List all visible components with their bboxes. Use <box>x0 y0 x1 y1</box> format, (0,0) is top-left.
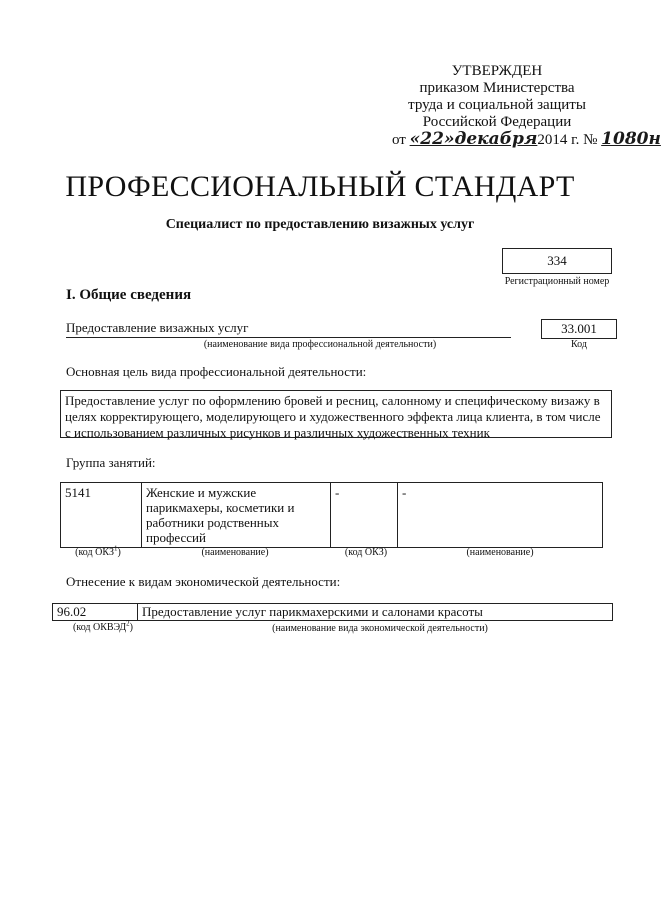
approval-number-sign: № <box>583 132 598 148</box>
occupation-name-cell: Женские и мужские парикмахеры, косметики и работники родственных профессий <box>142 483 331 548</box>
caption-okved-code: (код ОКВЭД$^2$) <box>73 619 133 633</box>
occupation-name-cell-2: - <box>398 483 603 548</box>
goal-label: Основная цель вида профессиональной деятельности: <box>66 364 367 379</box>
approval-year: 2014 г. <box>537 132 580 148</box>
approval-day: «22» <box>409 129 455 149</box>
activity-name: Предоставление визажных услуг <box>66 320 511 338</box>
occupation-group-table <box>60 482 603 548</box>
caption-occupation-name: (наименование) <box>201 547 269 558</box>
registration-number-box: 334 <box>502 248 612 274</box>
approval-line-order: приказом Министерства <box>419 80 575 96</box>
caption-economic-activity-name: (наименование вида экономической деятельности) <box>272 623 488 634</box>
approval-line-ministry: труда и социальной защиты <box>408 97 586 113</box>
goal-text-box: Предоставление услуг по оформлению бровей и ресниц, салонному и специфическому визажу в целях корректирующего, моделирующего и художественного эффекта лица клиента, в том числе с использованием различных рисунков и различных художественных техник <box>60 390 612 438</box>
approval-block <box>392 63 661 149</box>
activity-code-label: Код <box>571 339 587 350</box>
section-heading: I. Общие сведения <box>66 287 192 303</box>
economic-activity-name-cell: Предоставление услуг парикмахерскими и салонами красоты <box>138 604 613 621</box>
economic-activity-label: Отнесение к видам экономической деятельности: <box>66 574 341 589</box>
approval-line-country: Российской Федерации <box>422 114 572 130</box>
approval-date-line <box>392 129 661 149</box>
group-label: Группа занятий: <box>66 455 156 470</box>
caption-okz-code: (код ОКЗ$^1$) <box>75 544 121 558</box>
approval-from: от <box>392 132 406 148</box>
activity-code-box: 33.001 <box>541 319 617 339</box>
approval-month: декабря <box>454 129 538 149</box>
approval-title: УТВЕРЖДЕН <box>451 63 543 79</box>
economic-activity-table <box>52 603 613 621</box>
document-title: ПРОФЕССИОНАЛЬНЫЙ СТАНДАРТ <box>65 170 575 203</box>
registration-number-label: Регистрационный номер <box>504 276 610 287</box>
okz-code-cell-2: - <box>331 483 398 548</box>
table-row <box>61 483 603 548</box>
activity-name-caption: (наименование вида профессиональной деятельности) <box>203 339 437 350</box>
table-row <box>53 604 613 621</box>
standard-name: Специалист по предоставлению визажных услуг <box>165 217 475 232</box>
caption-occupation-name-2: (наименование) <box>466 547 534 558</box>
approval-number: 1080н <box>601 129 661 149</box>
okz-code-cell: 5141 <box>61 483 142 548</box>
caption-okz-code-2: (код ОКЗ) <box>344 547 388 558</box>
okved-code-cell: 96.02 <box>53 604 138 621</box>
